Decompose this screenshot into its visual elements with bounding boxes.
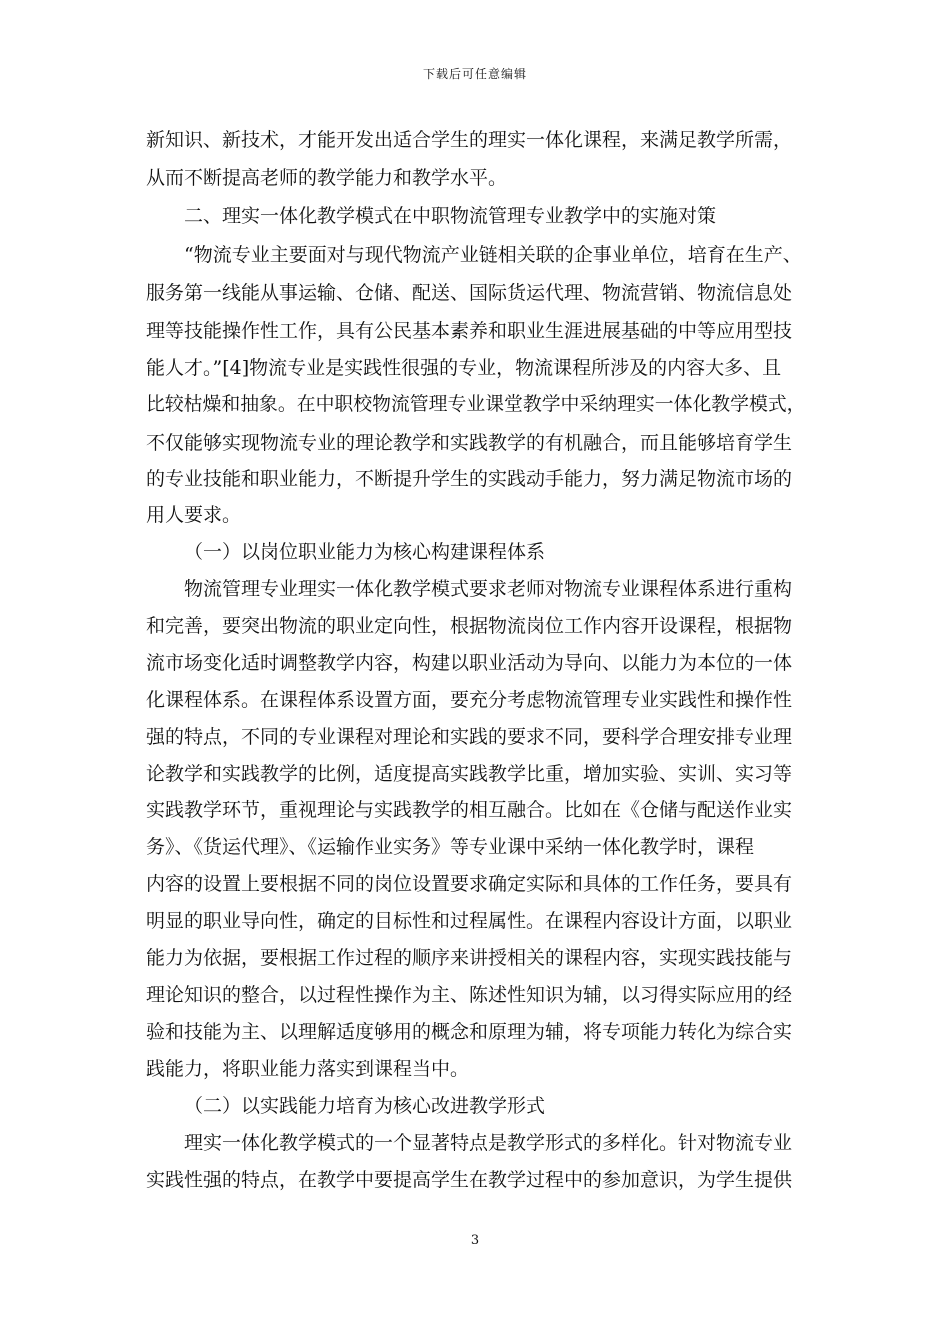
page-number: 3 — [470, 1233, 480, 1248]
body-line: 内容的设置上要根据不同的岗位设置要求确定实际和具体的工作任务，要具有 — [146, 873, 793, 895]
body-line: 务》、《货运代理》、《运输作业实务》等专业课中采纳一体化教学时，课程 — [146, 836, 755, 858]
body-line: 理论知识的整合，以过程性操作为主、陈述性知识为辅，以习得实际应用的经 — [146, 984, 793, 1006]
body-line: 比较枯燥和抽象。在中职校物流管理专业课堂教学中采纳理实一体化教学模式， — [146, 394, 806, 415]
body-line: 强的特点，不同的专业课程对理论和实践的要求不同，要科学合理安排专业理 — [146, 726, 793, 748]
subsection-heading: （二）以实践能力培育为核心改进教学形式 — [184, 1095, 546, 1117]
body-line: 物流管理专业理实一体化教学模式要求老师对物流专业课程体系进行重构 — [184, 578, 793, 600]
subsection-heading: （一）以岗位职业能力为核心构建课程体系 — [184, 541, 546, 563]
body-line: 实践教学环节，重视理论与实践教学的相互融合。比如在《仓储与配送作业实 — [146, 799, 793, 821]
body-line: 化课程体系。在课程体系设置方面，要充分考虑物流管理专业实践性和操作性 — [146, 689, 793, 711]
body-line: “物流专业主要面对与现代物流产业链相关联的企事业单位，培育在生产、 — [184, 244, 802, 266]
body-line: 的专业技能和职业能力，不断提升学生的实践动手能力，努力满足物流市场的 — [146, 468, 793, 490]
body-line: 理实一体化教学模式的一个显著特点是教学形式的多样化。针对物流专业 — [184, 1132, 793, 1154]
body-line: 实践性强的特点，在教学中要提高学生在教学过程中的参加意识，为学生提供 — [146, 1169, 793, 1191]
body-line: 理等技能操作性工作，具有公民基本素养和职业生涯进展基础的中等应用型技 — [146, 320, 793, 342]
page-header: 下载后可任意编辑 — [422, 67, 527, 81]
body-line: 新知识、新技术，才能开发出适合学生的理实一体化课程，来满足教学所需， — [146, 129, 793, 151]
body-line: 能人才。”[4]物流专业是实践性很强的专业，物流课程所涉及的内容大多、且 — [146, 357, 782, 379]
body-line: 服务第一线能从事运输、仓储、配送、国际货运代理、物流营销、物流信息处 — [146, 282, 793, 304]
body-line: 明显的职业导向性，确定的目标性和过程属性。在课程内容设计方面，以职业 — [146, 910, 793, 932]
body-line: 不仅能够实现物流专业的理论教学和实践教学的有机融合，而且能够培育学生 — [146, 432, 793, 454]
body-line: 验和技能为主、以理解适度够用的概念和原理为辅，将专项能力转化为综合实 — [146, 1021, 793, 1043]
body-line: 从而不断提高老师的教学能力和教学水平。 — [146, 167, 508, 189]
body-line: 践能力，将职业能力落实到课程当中。 — [146, 1058, 470, 1080]
body-line: 用人要求。 — [146, 504, 242, 526]
body-line: 论教学和实践教学的比例，适度提高实践教学比重，增加实验、实训、实习等 — [146, 763, 793, 785]
body-line: 和完善，要突出物流的职业定向性，根据物流岗位工作内容开设课程，根据物 — [146, 615, 793, 637]
section-heading: 二、理实一体化教学模式在中职物流管理专业教学中的实施对策 — [184, 205, 717, 227]
body-line: 流市场变化适时调整教学内容，构建以职业活动为导向、以能力为本位的一体 — [146, 652, 793, 674]
body-line: 能力为依据，要根据工作过程的顺序来讲授相关的课程内容，实现实践技能与 — [146, 947, 793, 969]
